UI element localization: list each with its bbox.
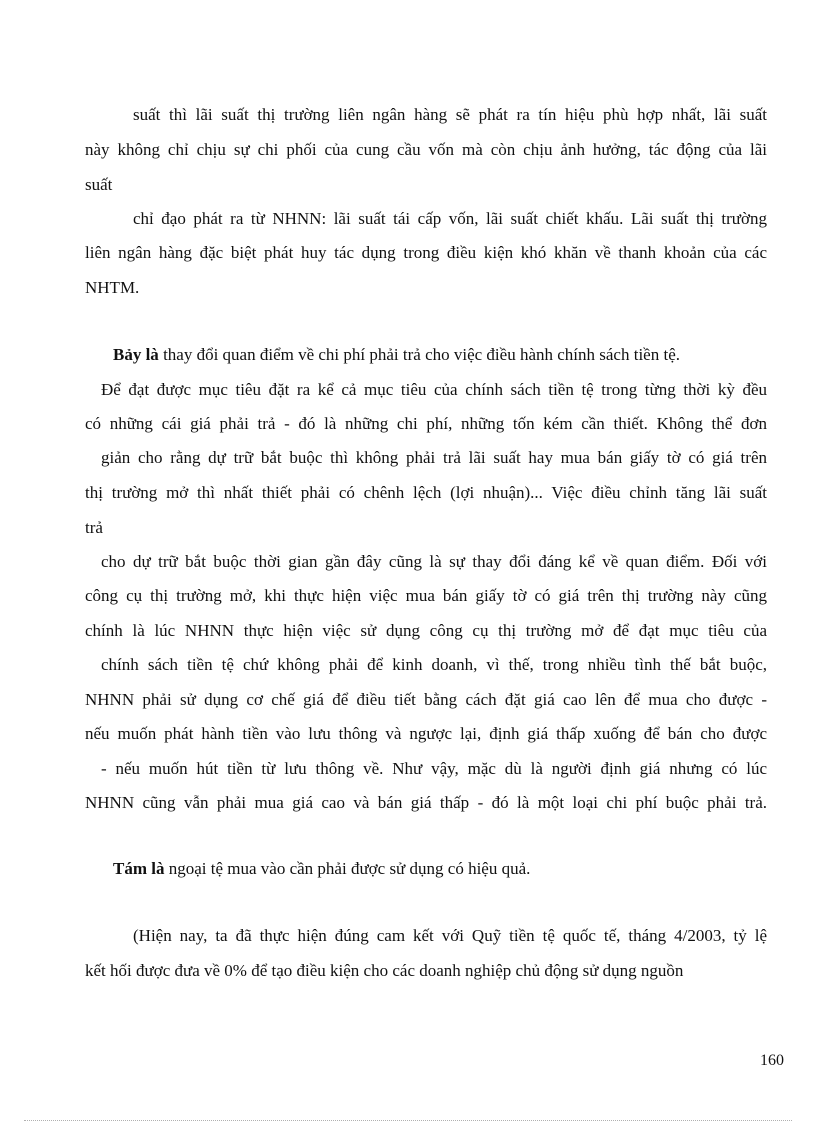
section-7b-line-2: công cụ thị trường mở, khi thực hiện việc mua bán giấy tờ có giá trên thị trường này cũng <box>85 586 767 605</box>
section-7-heading <box>113 344 680 366</box>
section-7b-line-8: NHNN cũng vẫn phải mua giá cao và bán giá thấp - đó là một loại chi phí buộc phải trả. <box>85 793 767 812</box>
section-7-line-2: có những cái giá phải trả - đó là những chi phí, những tốn kém cần thiết. Không thể đơn <box>85 414 767 433</box>
section-7b-line-1: cho dự trữ bắt buộc thời gian gần đây cũng là sự thay đổi đáng kể về quan điểm. Đối với <box>101 552 767 571</box>
section-7-line-1: Để đạt được mục tiêu đặt ra kể cả mục tiêu của chính sách tiền tệ trong từng thời kỳ đều <box>101 380 767 399</box>
section-7b-line-3: chính là lúc NHNN thực hiện việc sử dụng công cụ thị trường mở để đạt mục tiêu của <box>85 621 767 640</box>
paragraph-1-line-1: suất thì lãi suất thị trường liên ngân hàng sẽ phát ra tín hiệu phù hợp nhất, lãi suất <box>133 105 767 124</box>
section-8-heading <box>113 858 530 880</box>
page-number: 160 <box>760 1052 784 1069</box>
paragraph-2-line-1: chỉ đạo phát ra từ NHNN: lãi suất tái cấp vốn, lãi suất chiết khấu. Lãi suất thị trường <box>133 209 767 228</box>
section-7-line-3: giản cho rằng dự trữ bắt buộc thì không phải trả lãi suất hay mua bán giấy tờ có giá trên <box>101 448 767 467</box>
last-paragraph-line-1: (Hiện nay, ta đã thực hiện đúng cam kết với Quỹ tiền tệ quốc tế, tháng 4/2003, tỷ lệ <box>133 926 767 945</box>
paragraph-1-line-2: này không chỉ chịu sự chi phối của cung cầu vốn mà còn chịu ảnh hưởng, tác động của lãi <box>85 140 767 159</box>
section-8-heading-bold: Tám là <box>113 859 165 878</box>
section-7-heading-bold: Bảy là <box>113 345 159 364</box>
section-7b-line-5: NHNN phải sử dụng cơ chế giá để điều tiết bằng cách đặt giá cao lên để mua cho được - <box>85 690 767 709</box>
footer-rule <box>24 1120 792 1121</box>
section-7-heading-text: thay đổi quan điểm về chi phí phải trả cho việc điều hành chính sách tiền tệ. <box>158 345 680 364</box>
section-7b-line-6: nếu muốn phát hành tiền vào lưu thông và ngược lại, định giá thấp xuống để bán cho được <box>85 724 767 743</box>
section-7b-line-4: chính sách tiền tệ chứ không phải để kinh doanh, vì thế, trong nhiều tình thế bắt buộc, <box>101 655 767 674</box>
paragraph-1-line-3: suất <box>85 175 113 194</box>
section-7-line-5: trả <box>85 518 103 537</box>
section-8-heading-text: ngoại tệ mua vào cần phải được sử dụng có hiệu quả. <box>164 859 531 878</box>
paragraph-2-line-3: NHTM. <box>85 278 140 297</box>
paragraph-2-line-2: liên ngân hàng đặc biệt phát huy tác dụng trong điều kiện khó khăn về thanh khoản của các <box>85 243 767 262</box>
section-7-line-4: thị trường mở thì nhất thiết phải có chênh lệch (lợi nhuận)... Việc điều chỉnh tăng lãi suất <box>85 483 767 502</box>
section-7b-line-7: - nếu muốn hút tiền từ lưu thông về. Như vậy, mặc dù là người định giá nhưng có lúc <box>101 759 767 778</box>
last-paragraph-line-2: kết hối được đưa về 0% để tạo điều kiện cho các doanh nghiệp chủ động sử dụng nguồn <box>85 961 684 980</box>
